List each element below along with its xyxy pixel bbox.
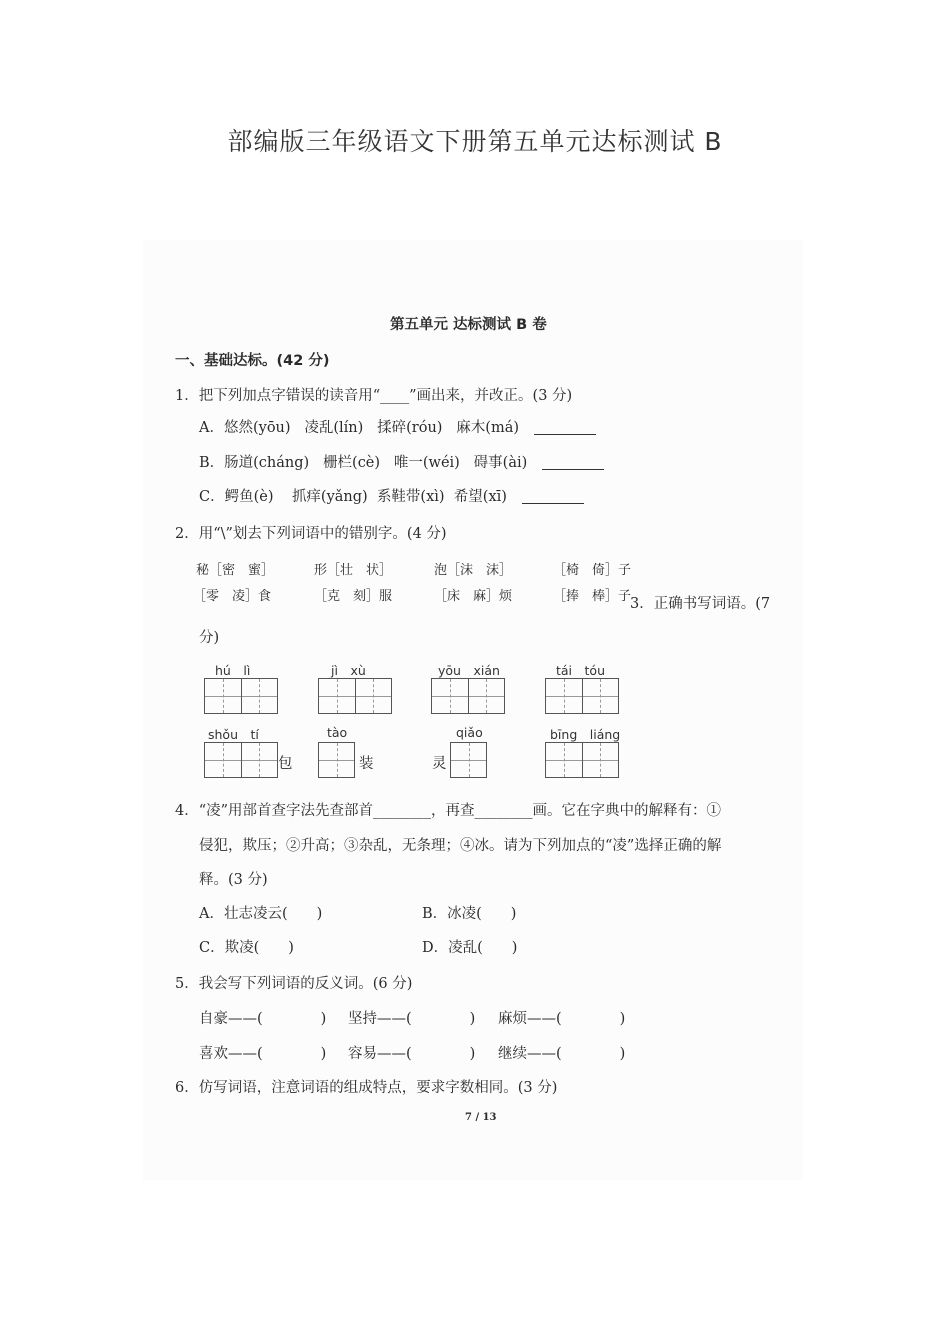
q2-word-6: ［克 刻］服 bbox=[314, 589, 393, 604]
pinyin-jixu: jì xù bbox=[331, 663, 366, 678]
q1-a-4: 麻木(má) bbox=[456, 420, 520, 436]
q1-b-3: 唯一(wéi) bbox=[393, 455, 460, 471]
q3-stem-cont: 分) bbox=[199, 630, 220, 646]
q2-word-7: ［床 麻］烦 bbox=[434, 589, 513, 604]
answer-blank[interactable] bbox=[534, 434, 596, 435]
q4-line1: 4．“凌”用部首查字法先查部首________，再查________画。它在字典中的解释有：① bbox=[175, 803, 722, 819]
writing-grid[interactable] bbox=[545, 678, 619, 714]
q2-stem: 2．用“\”划去下列词语中的错别字。(4 分) bbox=[175, 526, 447, 542]
q1-b-4: 碍事(ài) bbox=[473, 455, 528, 471]
q5-item-4: 喜欢——( ) bbox=[199, 1046, 327, 1062]
q1-a-2: 凌乱(lín) bbox=[304, 420, 364, 436]
pinyin-shouti: shǒu tí bbox=[208, 727, 259, 742]
q1-option-a bbox=[199, 416, 596, 437]
q2-word-1: 秘［密 蜜］ bbox=[196, 563, 275, 578]
q1-option-b bbox=[199, 451, 604, 472]
q5-item-1: 自豪——( ) bbox=[199, 1011, 327, 1027]
q1-option-c bbox=[199, 485, 584, 506]
q1-a-1: A．悠然(yōu) bbox=[199, 420, 291, 436]
prefix-ling: 灵 bbox=[432, 756, 447, 772]
writing-grid[interactable] bbox=[318, 678, 392, 714]
q5-item-5: 容易——( ) bbox=[348, 1046, 476, 1062]
answer-blank[interactable] bbox=[542, 469, 604, 470]
pinyin-qiao: qiǎo bbox=[456, 725, 483, 740]
document-title: 部编版三年级语文下册第五单元达标测试 B bbox=[227, 127, 723, 156]
q1-c-3: 系鞋带(xì) bbox=[376, 489, 445, 505]
writing-grid[interactable] bbox=[204, 742, 278, 778]
suffix-bao: 包 bbox=[278, 756, 293, 772]
q2-word-5: ［零 凌］食 bbox=[193, 589, 272, 604]
q4-option-a: A．壮志凌云( ) bbox=[199, 906, 323, 922]
answer-blank[interactable] bbox=[522, 503, 584, 504]
q1-b-2: 栅栏(cè) bbox=[323, 455, 381, 471]
suffix-zhuang: 装 bbox=[359, 756, 374, 772]
section-title: 第五单元 达标测试 B 卷 bbox=[390, 317, 547, 333]
pinyin-huli: hú lì bbox=[215, 663, 251, 678]
q2-word-4: ［椅 倚］子 bbox=[553, 563, 632, 578]
q3-stem: 3．正确书写词语。(7 bbox=[630, 596, 771, 612]
page-number: 7 / 13 bbox=[465, 1112, 497, 1123]
q5-stem: 5．我会写下列词语的反义词。(6 分) bbox=[175, 976, 413, 992]
pinyin-youxian: yōu xián bbox=[438, 663, 500, 678]
writing-grid[interactable] bbox=[431, 678, 505, 714]
q2-word-2: 形［壮 状］ bbox=[314, 563, 393, 578]
writing-grid[interactable] bbox=[204, 678, 278, 714]
q4-option-c: C．欺凌( ) bbox=[199, 940, 294, 956]
q5-item-6: 继续——( ) bbox=[498, 1046, 626, 1062]
q6-stem: 6．仿写词语，注意词语的组成特点，要求字数相同。(3 分) bbox=[175, 1080, 558, 1096]
q2-word-8: ［捧 棒］子 bbox=[553, 589, 632, 604]
q2-word-3: 泡［沫 沫］ bbox=[434, 563, 513, 578]
pinyin-bingliang: bīng liáng bbox=[550, 727, 621, 742]
writing-grid[interactable] bbox=[450, 742, 487, 778]
writing-grid[interactable] bbox=[545, 742, 619, 778]
q4-line3: 释。(3 分) bbox=[199, 872, 268, 888]
q4-option-b: B．冰凌( ) bbox=[422, 906, 517, 922]
q5-item-2: 坚持——( ) bbox=[348, 1011, 476, 1027]
writing-grid[interactable] bbox=[318, 742, 355, 778]
q4-line2: 侵犯，欺压；②升高；③杂乱，无条理；④冰。请为下列加点的“凌”选择正确的解 bbox=[199, 838, 722, 854]
pinyin-tao: tào bbox=[327, 725, 348, 740]
pinyin-taitou: tái tóu bbox=[556, 663, 606, 678]
q4-option-d: D．凌乱( ) bbox=[422, 940, 518, 956]
part1-heading: 一、基础达标。(42 分) bbox=[175, 353, 330, 369]
q1-b-1: B．肠道(cháng) bbox=[199, 455, 310, 471]
q1-c-1: C．鳄鱼(è) bbox=[199, 489, 274, 505]
q1-c-4: 希望(xī) bbox=[453, 489, 507, 505]
q1-c-2: 抓痒(yǎng) bbox=[291, 489, 368, 505]
q1-a-3: 揉碎(róu) bbox=[377, 420, 443, 436]
q1-stem: 1．把下列加点字错误的读音用“____”画出来，并改正。(3 分) bbox=[175, 388, 573, 404]
q5-item-3: 麻烦——( ) bbox=[498, 1011, 626, 1027]
